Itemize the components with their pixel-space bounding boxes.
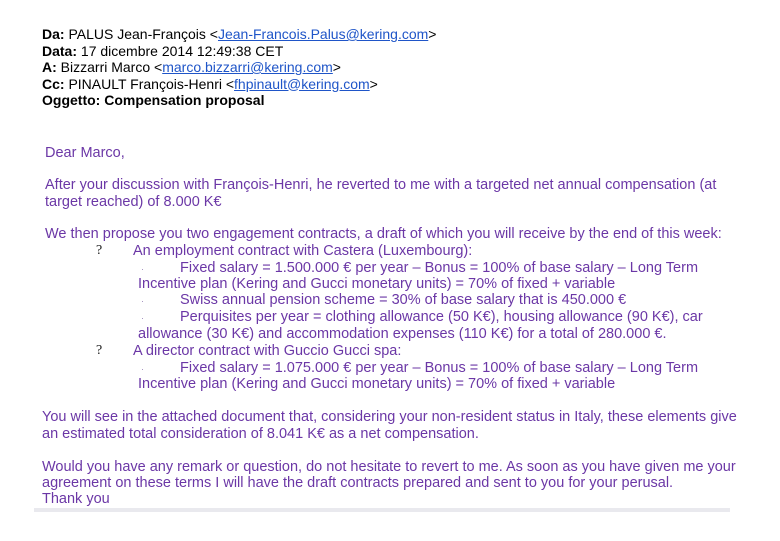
from-email-link[interactable]: Jean-Francois.Palus@kering.com [217, 26, 429, 42]
contract-1-item-3-line-1: Perquisites per year = clothing allowance (50 K€), housing allowance (90 K€), car [180, 309, 703, 325]
bullet-marker: ? [96, 243, 103, 258]
to-label: A: [42, 59, 57, 75]
contract-1-title: An employment contract with Castera (Luxembourg): [133, 243, 473, 259]
contract-1-item-1-line-1: Fixed salary = 1.500.000 € per year – Bonus = 100% of base salary – Long Term [180, 260, 699, 276]
contract-2-title: A director contract with Guccio Gucci spa: [133, 343, 402, 359]
from-name: PALUS Jean-François < [68, 26, 218, 42]
paragraph-1-line-1: After your discussion with François-Henri, he reverted to me with a targeted net annual compensation (at [45, 177, 717, 193]
contract-2-item-1-line-2: Incentive plan (Kering and Gucci monetary units) = 70% of fixed + variable [138, 376, 616, 392]
paragraph-4-line-1: Would you have any remark or question, do not hesitate to revert to me. As soon as you have given me your [42, 459, 736, 475]
bottom-divider [34, 508, 730, 512]
sub-bullet-marker: · [141, 364, 144, 374]
cc-close: > [369, 75, 378, 92]
greeting: Dear Marco, [45, 145, 125, 161]
paragraph-3-line-1: You will see in the attached document that, considering your non-resident status in Italy, these elements give [42, 409, 737, 425]
contract-1-item-3-line-2: allowance (30 K€) and accommodation expenses (110 K€) for a total of 280.000 €. [138, 326, 667, 342]
contract-1-item-2: Swiss annual pension scheme = 30% of base salary that is 450.000 € [180, 292, 627, 308]
cc-email-link[interactable]: fhpinault@kering.com [234, 75, 370, 92]
sub-bullet-marker: · [141, 313, 144, 323]
to-email-link[interactable]: marco.bizzarri@kering.com [162, 59, 333, 75]
sub-bullet-marker: · [141, 264, 144, 274]
contract-1-item-1-line-2: Incentive plan (Kering and Gucci monetary units) = 70% of fixed + variable [138, 276, 616, 292]
cc-name: PINAULT François-Henri < [68, 75, 235, 92]
to-name: Bizzarri Marco < [60, 59, 163, 75]
subject-label: Oggetto: [42, 92, 101, 108]
date-value: 17 dicembre 2014 12:49:38 CET [80, 42, 284, 59]
closing: Thank you [42, 491, 110, 507]
date-label: Data: [42, 42, 78, 59]
paragraph-2-line-1: We then propose you two engagement contracts, a draft of which you will receive by the end of this week: [45, 226, 722, 242]
cc-label: Cc: [42, 75, 65, 92]
sub-bullet-marker: · [141, 296, 144, 306]
to-close: > [332, 59, 341, 75]
contract-2-item-1-line-1: Fixed salary = 1.075.000 € per year – Bonus = 100% of base salary – Long Term [180, 360, 699, 376]
paragraph-1-line-2: target reached) of 8.000 K€ [45, 194, 222, 210]
from-label: Da: [42, 26, 65, 42]
from-close: > [428, 26, 437, 42]
bullet-marker: ? [96, 343, 103, 358]
subject-value: Compensation proposal [104, 92, 265, 108]
paragraph-4-line-2: agreement on these terms I will have the draft contracts prepared and sent to you for your perusal. [42, 475, 674, 491]
paragraph-3-line-2: an estimated total consideration of 8.041 K€ as a net compensation. [42, 426, 479, 442]
